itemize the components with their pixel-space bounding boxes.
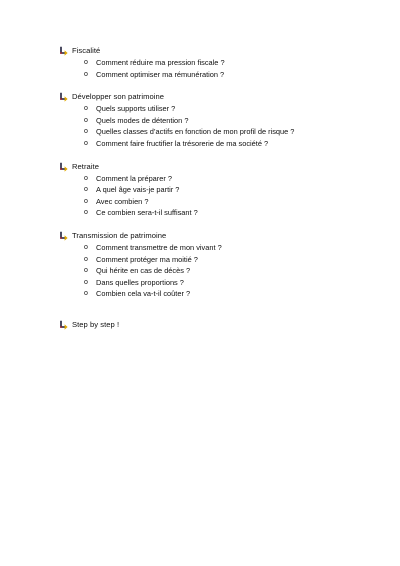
list-item-text: Dans quelles proportions ? xyxy=(96,277,184,287)
list-item-text: Comment la préparer ? xyxy=(96,173,172,183)
section-fiscalite xyxy=(58,45,378,80)
section-retraite xyxy=(58,161,378,219)
section-heading xyxy=(58,230,378,242)
list-item xyxy=(84,69,378,81)
question-list xyxy=(58,103,378,149)
closing-section xyxy=(58,319,378,331)
arrow-down-right-icon xyxy=(58,231,68,241)
list-item xyxy=(84,207,378,219)
question-list xyxy=(58,173,378,219)
circle-bullet-icon: o xyxy=(84,186,88,194)
section-transmission xyxy=(58,230,378,300)
circle-bullet-icon: o xyxy=(84,59,88,66)
circle-bullet-icon: o xyxy=(84,105,88,113)
list-item-text: Avec combien ? xyxy=(96,196,149,206)
circle-bullet-icon: o xyxy=(84,290,88,298)
list-item-text: Quelles classes d’actifs en fonction de mon profil de risque ? xyxy=(96,127,295,137)
circle-bullet-icon: o xyxy=(84,70,88,78)
circle-bullet-icon: o xyxy=(84,197,88,205)
question-list xyxy=(58,242,378,300)
circle-bullet-icon: o xyxy=(84,128,88,136)
list-item-text: Quels supports utiliser ? xyxy=(96,104,176,114)
circle-bullet-icon: o xyxy=(84,116,88,124)
section-developper-patrimoine xyxy=(58,91,378,149)
list-item xyxy=(84,288,378,300)
list-item xyxy=(84,242,378,254)
question-list xyxy=(58,57,378,80)
section-heading xyxy=(58,161,378,173)
list-item xyxy=(84,196,378,208)
closing-text: Step by step ! xyxy=(72,319,120,329)
circle-bullet-icon: o xyxy=(84,267,88,275)
arrow-down-right-icon xyxy=(58,46,68,56)
circle-bullet-icon: o xyxy=(84,209,88,217)
list-item xyxy=(84,254,378,266)
section-title: Fiscalité xyxy=(72,46,101,55)
list-item xyxy=(84,265,378,277)
list-item xyxy=(84,126,378,138)
circle-bullet-icon: o xyxy=(84,243,88,251)
arrow-down-right-icon xyxy=(58,92,68,102)
section-heading xyxy=(58,45,378,57)
circle-bullet-icon: o xyxy=(84,255,88,263)
list-item xyxy=(84,184,378,196)
section-title: Transmission de patrimoine xyxy=(72,230,167,240)
document-content xyxy=(58,45,378,342)
section-heading xyxy=(58,91,378,103)
list-item-text: Ce combien sera-t-il suffisant ? xyxy=(96,208,198,218)
arrow-down-right-icon xyxy=(58,320,68,330)
list-item xyxy=(84,277,378,289)
list-item xyxy=(84,115,378,127)
list-item xyxy=(84,103,378,115)
list-item-text: Comment protéger ma moitié ? xyxy=(96,254,198,264)
list-item xyxy=(84,138,378,150)
list-item xyxy=(84,57,378,69)
list-item-text: Comment optimiser ma rémunération ? xyxy=(96,69,225,79)
list-item-text: Comment réduire ma pression fiscale ? xyxy=(96,58,225,67)
list-item-text: Comment faire fructifier la trésorerie de ma société ? xyxy=(96,138,269,148)
list-item xyxy=(84,173,378,185)
section-title: Développer son patrimoine xyxy=(72,92,165,102)
circle-bullet-icon: o xyxy=(84,174,88,182)
closing-heading xyxy=(58,319,378,331)
arrow-down-right-icon xyxy=(58,162,68,172)
circle-bullet-icon: o xyxy=(84,278,88,286)
list-item-text: Comment transmettre de mon vivant ? xyxy=(96,242,222,252)
section-title: Retraite xyxy=(72,161,99,171)
list-item-text: A quel âge vais-je partir ? xyxy=(96,185,180,195)
circle-bullet-icon: o xyxy=(84,139,88,147)
list-item-text: Qui hérite en cas de décès ? xyxy=(96,266,191,276)
list-item-text: Quels modes de détention ? xyxy=(96,115,189,125)
list-item-text: Combien cela va-t-il coûter ? xyxy=(96,289,191,299)
